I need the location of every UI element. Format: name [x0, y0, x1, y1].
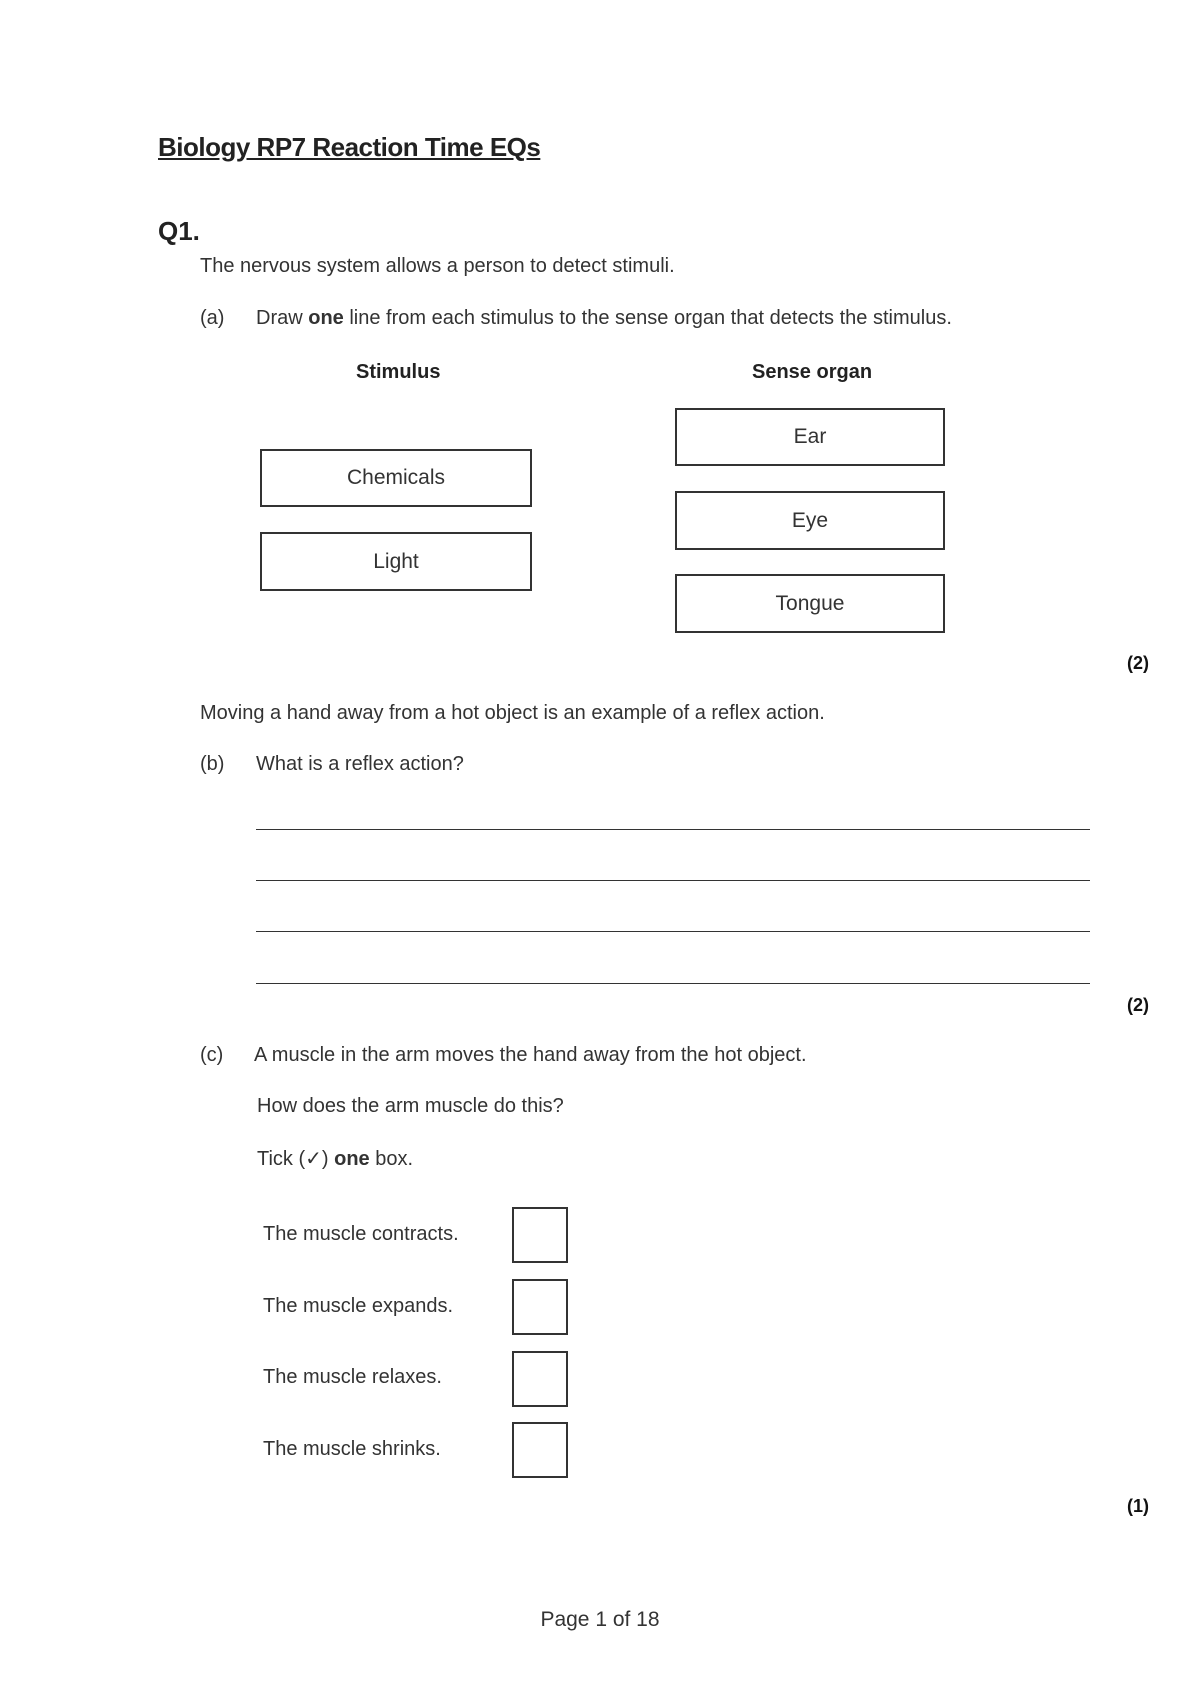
tick-box-relaxes[interactable]: [512, 1351, 568, 1407]
answer-line[interactable]: [256, 931, 1090, 932]
instruction-text: box.: [369, 1148, 414, 1170]
sense-organ-heading: Sense organ: [752, 361, 873, 383]
part-c-marks: (1): [1127, 1496, 1149, 1516]
question-intro: The nervous system allows a person to detect stimuli.: [200, 255, 675, 277]
answer-line[interactable]: [256, 829, 1090, 830]
instruction-text: line from each stimulus to the sense organ that detects the stimulus.: [343, 307, 952, 329]
part-a-marks: (2): [1127, 653, 1149, 673]
instruction-emphasis: one: [308, 307, 344, 329]
option-label-expands: The muscle expands.: [263, 1295, 454, 1317]
part-c-tick-instruction: [257, 1146, 413, 1171]
part-c-statement: A muscle in the arm moves the hand away from the hot object.: [254, 1044, 807, 1066]
instruction-text: Tick (✓): [257, 1148, 335, 1170]
answer-line[interactable]: [256, 880, 1090, 881]
reflex-context: Moving a hand away from a hot object is an example of a reflex action.: [200, 702, 825, 724]
question-number: Q1.: [158, 216, 200, 246]
tick-box-expands[interactable]: [512, 1279, 568, 1335]
option-label-shrinks: The muscle shrinks.: [263, 1438, 441, 1460]
stimulus-heading: Stimulus: [356, 361, 441, 383]
part-b-label: (b): [200, 753, 225, 775]
part-c-question: How does the arm muscle do this?: [257, 1095, 564, 1117]
sense-organ-box-ear[interactable]: Ear: [675, 408, 945, 466]
part-a-label: (a): [200, 307, 225, 329]
instruction-emphasis: one: [334, 1148, 370, 1170]
option-label-relaxes: The muscle relaxes.: [263, 1366, 442, 1388]
stimulus-box-light[interactable]: Light: [260, 532, 532, 591]
document-title: Biology RP7 Reaction Time EQs: [158, 132, 541, 162]
option-label-contracts: The muscle contracts.: [263, 1223, 459, 1245]
instruction-text: Draw: [256, 307, 309, 329]
part-b-question: What is a reflex action?: [256, 753, 464, 775]
tick-box-contracts[interactable]: [512, 1207, 568, 1263]
sense-organ-box-eye[interactable]: Eye: [675, 491, 945, 550]
page-footer: Page 1 of 18: [540, 1608, 660, 1631]
part-c-label: (c): [200, 1044, 224, 1066]
tick-box-shrinks[interactable]: [512, 1422, 568, 1478]
part-a-instruction: [256, 307, 952, 330]
stimulus-box-chemicals[interactable]: Chemicals: [260, 449, 532, 507]
answer-line[interactable]: [256, 983, 1090, 984]
sense-organ-box-tongue[interactable]: Tongue: [675, 574, 945, 633]
part-b-marks: (2): [1127, 995, 1149, 1015]
